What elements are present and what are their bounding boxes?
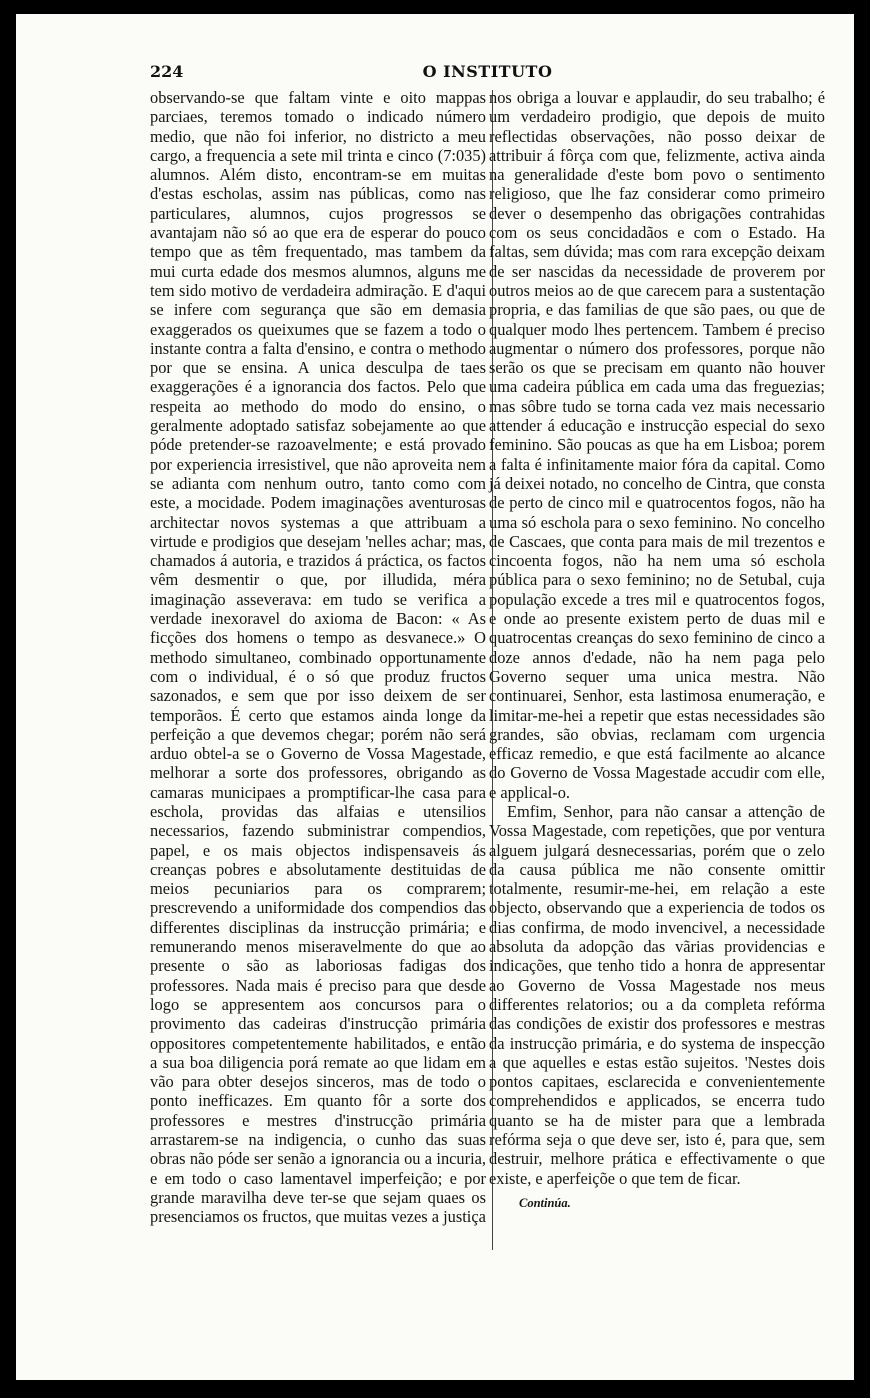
continua-note: Continúa. <box>519 1195 571 1210</box>
running-title: O INSTITUTO <box>422 62 553 81</box>
page-header <box>150 62 825 86</box>
right-paragraph-1: nos obriga a louvar e applaudir, do seu trabalho; é um verdadeiro prodigio, que depois de muito reflectidas observações, não posso deixar de attribuir á fôrça com que, felizmente, activa ainda na generalidade d'este bom povo o sentimento religioso, que lhe faz considerar como primeiro dever o desempenho das obrigações contrahidas com os seus concidadãos e com o Estado. Ha faltas, sem dúvida; mas com rara excepção deixam de ser nascidas da necessidade de proverem por outros meios ao de que carecem para a sustentação propria, e das familias de que são paes, ou que de qualquer modo lhes pertencem. Tambem é preciso augmentar o número dos professores, porque não serão os que se precisam em quanto não houver uma cadeira pública em cada uma das freguezias; mas sôbre tudo se torna cada vez mais necessario attender á educação e instrucção especial do sexo feminino. São poucas as que ha em Lisboa; porem a falta é infinitamente maior fóra da capital. Como já deixei notado, no concelho de Cintra, que consta de perto de cinco mil e quatrocentos fogos, não ha uma só eschola para o sexo feminino. No concelho de Cascaes, que conta para mais de mil trezentos e cincoenta fogos, não ha nem uma só eschola pública para o sexo feminino; no de Setubal, cuja população excede a tres mil e quatrocentos fogos, e onde ao presente existem perto de duas mil e quatrocentas creanças do sexo feminino de cinco a doze annos d'edade, não ha nem paga pelo Governo sequer uma unica mestra. Não continuarei, Senhor, esta lastimosa enumeração, e limitar-me-hei a repetir que estas necessidades são grandes, são obvias, reclamam com urgencia efficaz remedio, e que está facilmente ao alcance do Governo de Vossa Magestade accudir com elle, e applical-o. <box>489 88 825 802</box>
right-column <box>489 88 825 1213</box>
left-paragraph-1: observando-se que faltam vinte e oito mappas parciaes, teremos tomado o indicado número medio, que não foi inferior, no districto a meu cargo, a frequencia a sete mil trinta e cinco (7:035) alumnos. Além disto, encontram-se em muitas d'estas escholas, assim nas públicas, como nas particulares, alumnos, cujos progressos se avantajam não só ao que era de esperar do pouco tempo que as têm frequentado, mas tambem da mui curta edade dos mesmos alumnos, alguns me tem sido motivo de verdadeira admiração. E d'aqui se infere com segurança que são em demasia exaggerados os queixumes que se fazem a todo o instante contra a falta d'ensino, e contra o methodo por que se ensina. A unica desculpa de taes exaggerações é a ignorancia dos factos. Pelo que respeita ao methodo do modo do ensino, o geralmente adoptado satisfaz sobejamente ao que póde pretender-se razoavelmente; e está provado por experiencia irresistivel, que não aproveita nem se adianta com nenhum outro, tanto como com este, a mocidade. Podem imaginações aventurosas architectar novos systemas a que attribuam a virtude e prodigios que desejam 'nelles achar; mas, chamados á autoria, e trazidos á práctica, os factos vêm desmentir o que, por illudida, méra imaginação asseverava: em tudo se verifica a verdade inexoravel do axioma de Bacon: « As ficções dos homens o tempo as desvanece.» O methodo simultaneo, combinado opportunamente com o individual, é o só que produz fructos sazonados, e sem que por isso deixem de ser temporãos. É certo que estamos ainda longe da perfeição a que devemos chegar; porém não será arduo obtel-a se o Governo de Vossa Magestade, melhorar a sorte dos professores, obrigando as camaras municipaes a promptificar-lhe casa para eschola, providas das alfaias e utensilios necessarios, fazendo subministrar compendios, papel, e os mais objectos indispensaveis ás creanças pobres e absolutamente destituidas de meios pecuniarios para os comprarem; prescrevendo a uniformidade dos compendios das differentes disciplinas da instrucção primária; e remunerando menos miseravelmente do que ao presente o são as laboriosas fadigas dos professores. Nada mais é preciso para que desde logo se appresentem aos concursos para o provimento das cadeiras d'instrucção primária oppositores competentemente habilitados, e então a sua boa diligencia porá remate ao que lidam em vão para obter desejos sinceros, mas de todo o ponto inefficazes. Em quanto fôr a sorte dos professores e mestres d'instrucção primária arrastarem-se na indigencia, o cunho das suas obras não póde ser senão a ignorancia ou a incuria, e em todo o caso lamentavel imperfeição; e por grande maravilha deve ter-se que sejam quaes os presenciamos os fructos, que muitas vezes a justiça <box>150 88 486 1227</box>
right-paragraph-2: Emfim, Senhor, para não cansar a attenção de Vossa Magestade, com repetições, que por ventura alguem julgará desnecessarias, porém que o zelo da causa pública me não consente omittir totalmente, resumir-me-hei, em relação a este objecto, observando que a experiencia de todos os dias confirma, de modo invencivel, a necessidade absoluta da adopção das vãrias providencias e indicações, que tenho tido a honra de appresentar ao Governo de Vossa Magestade nos meus differentes relatorios; ou a da completa refórma das condições de existir dos professores e mestras da instrucção primária, e do systema de inspecção a que aquelles e estas estão sujeitos. 'Nestes dois pontos capitaes, esclarecida e convenientemente comprehendidos e applicados, se encerra tudo quanto se ha de mister para que a lembrada refórma seja o que deve ser, isto é, para que, sem destruir, melhore prática e effectivamente o que existe, e aperfeiçõe o que tem de ficar. <box>489 801 825 1188</box>
left-column <box>150 88 486 1227</box>
page-number: 224 <box>150 62 184 81</box>
